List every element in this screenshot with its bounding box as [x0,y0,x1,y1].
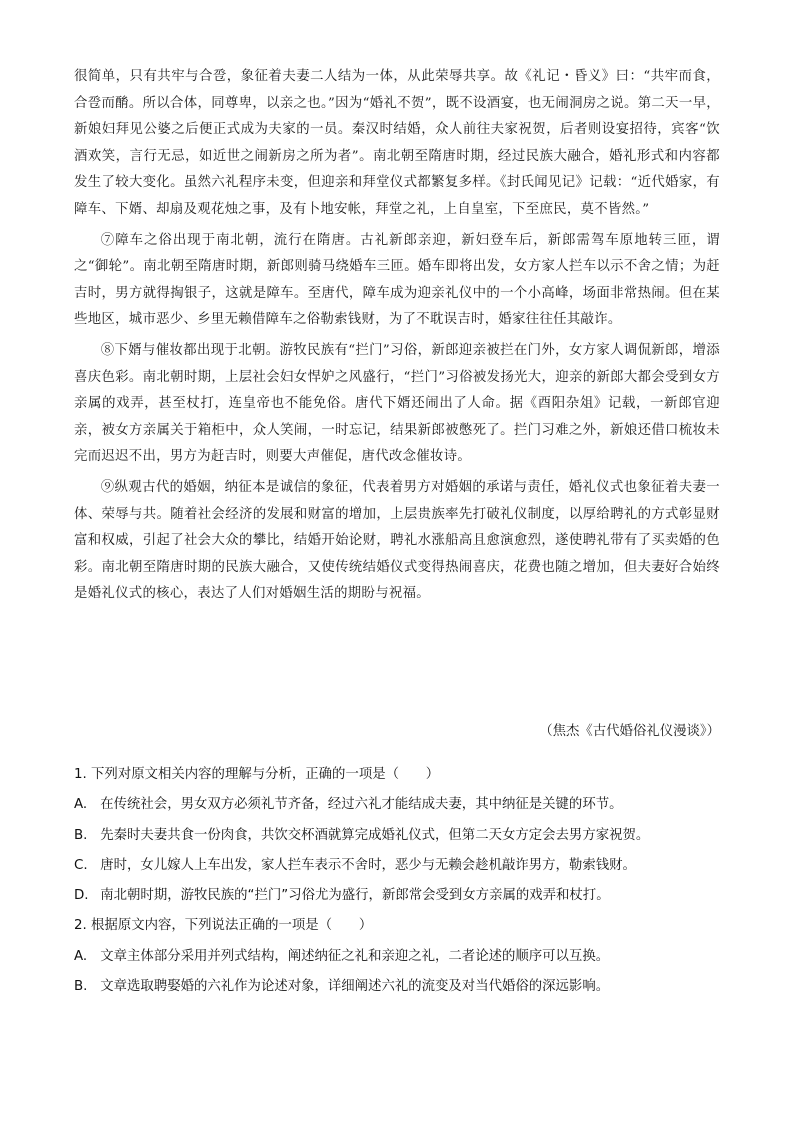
option-text: 唐时，女儿嫁人上车出发，家人拦车表示不舍时，恶少与无赖会趁机敲诈男方，勒索钱财。 [100,857,636,873]
option-text: 文章主体部分采用并列式结构，阐述纳征之礼和亲迎之礼，二者论述的顺序可以互换。 [100,948,610,964]
passage-paragraph-6-continued: 很简单，只有共牢与合卺，象征着夫妻二人结为一体，从此荣辱共享。故《礼记・昏义》曰：“共牢而食，合卺而酳。所以合体，同尊卑，以亲之也。”因为“婚礼不贺”，既不设酒宴，也无闹洞房之说。第二天一早，新娘妇拜见公婆之后便正式成为夫家的一员。秦汉时结婚，众人前往夫家祝贺，后者则设宴招待，宾客“饮酒欢笑，言行无忌，如近世之闹新房之所为者”。南北朝至隋唐时期，经过民族大融合，婚礼形式和内容都发生了较大变化。虽然六礼程序未变，但迎亲和拜堂仪式都繁复多样。《封氏闻见记》记载：“近代婚家，有障车、下婿、却扇及观花烛之事，及有卜地安帐，拜堂之礼，上自皇室，下至庶民，莫不皆然。” [74,69,720,217]
question-1-option-b [74,821,734,851]
option-letter: C. [74,857,88,873]
question-2-option-a [74,942,734,972]
option-text: 在传统社会，男女双方必须礼节齐备，经过六礼才能结成夫妻，其中纳征是关键的环节。 [100,797,623,813]
question-1-stem: 1. 下列对原文相关内容的理解与分析，正确的一项是（ ） [74,767,440,782]
question-section [74,760,734,1002]
option-text: 文章选取聘娶婚的六礼作为论述对象，详细阐述六礼的流变及对当代婚俗的深远影响。 [100,979,610,995]
passage-paragraph-9: ⑨纵观古代的婚姻，纳征本是诚信的象征，代表着男方对婚姻的承诺与责任，婚礼仪式也象征着夫妻一体、荣辱与共。随着社会经济的发展和财富的增加，上层贵族率先打破礼仪制度，以厚给聘礼的方式彰显财富和权威，引起了社会大众的攀比，结婚开始论财，聘礼水涨船高且愈演愈烈，遂使聘礼带有了买卖婚的色彩。南北朝至隋唐时期的民族大融合，又使传统结婚仪式变得热闹喜庆，花费也随之增加，但夫妻好合始终是婚礼仪式的核心，表达了人们对婚姻生活的期盼与祝福。 [74,479,720,602]
question-1-option-c [74,851,734,881]
option-letter: A. [74,797,88,813]
question-1-option-a [74,790,734,820]
passage-paragraph-7: ⑦障车之俗出现于南北朝，流行在隋唐。古礼新郎亲迎，新妇登车后，新郎需驾车原地转三匝，谓之“御轮”。南北朝至隋唐时期，新郎则骑马绕婚车三匝。婚车即将出发，女方家人拦车以示不舍之情；为赶吉时，男方就得掏银子，这就是障车。至唐代，障车成为迎亲礼仪中的一个小高峰，场面非常热闹。但在某些地区，城市恶少、乡里无赖借障车之俗勒索钱财，为了不耽误吉时，婚家往往任其敲诈。 [74,232,720,328]
question-1-option-d [74,881,734,911]
passage-source: （焦杰《古代婚俗礼仪漫谈》） [539,724,720,739]
option-letter: D. [74,888,89,904]
option-letter: B. [74,827,88,843]
question-2-option-b [74,972,734,1002]
option-letter: A. [74,948,88,964]
question-2-stem: 2. 根据原文内容，下列说法正确的一项是（ ） [74,918,373,934]
option-text: 先秦时夫妻共食一份肉食，共饮交杯酒就算完成婚礼仪式，但第二天女方定会去男方家祝贺。 [100,827,650,843]
option-letter: B. [74,979,88,995]
passage-paragraph-8: ⑧下婿与催妆都出现于北朝。游牧民族有“拦门”习俗，新郎迎亲被拦在门外，女方家人调侃新郎，增添喜庆色彩。南北朝时期，上层社会妇女悍妒之风盛行，“拦门”习俗被发扬光大，迎亲的新郎大都会受到女方亲属的戏弄，甚至杖打，连皇帝也不能免俗。唐代下婿还闹出了人命。据《酉阳杂俎》记载，一新郎官迎亲，被女方亲属关于箱柜中，众人笑闹，一时忘记，结果新郎被憋死了。拦门习难之外，新娘还借口梳妆未完而迟迟不出，男方为赶吉时，则要大声催促，唐代改念催妆诗。 [74,342,720,465]
option-text: 南北朝时期，游牧民族的“拦门”习俗尤为盛行，新郎常会受到女方亲属的戏弄和杖打。 [100,888,610,904]
reading-passage [74,64,720,612]
